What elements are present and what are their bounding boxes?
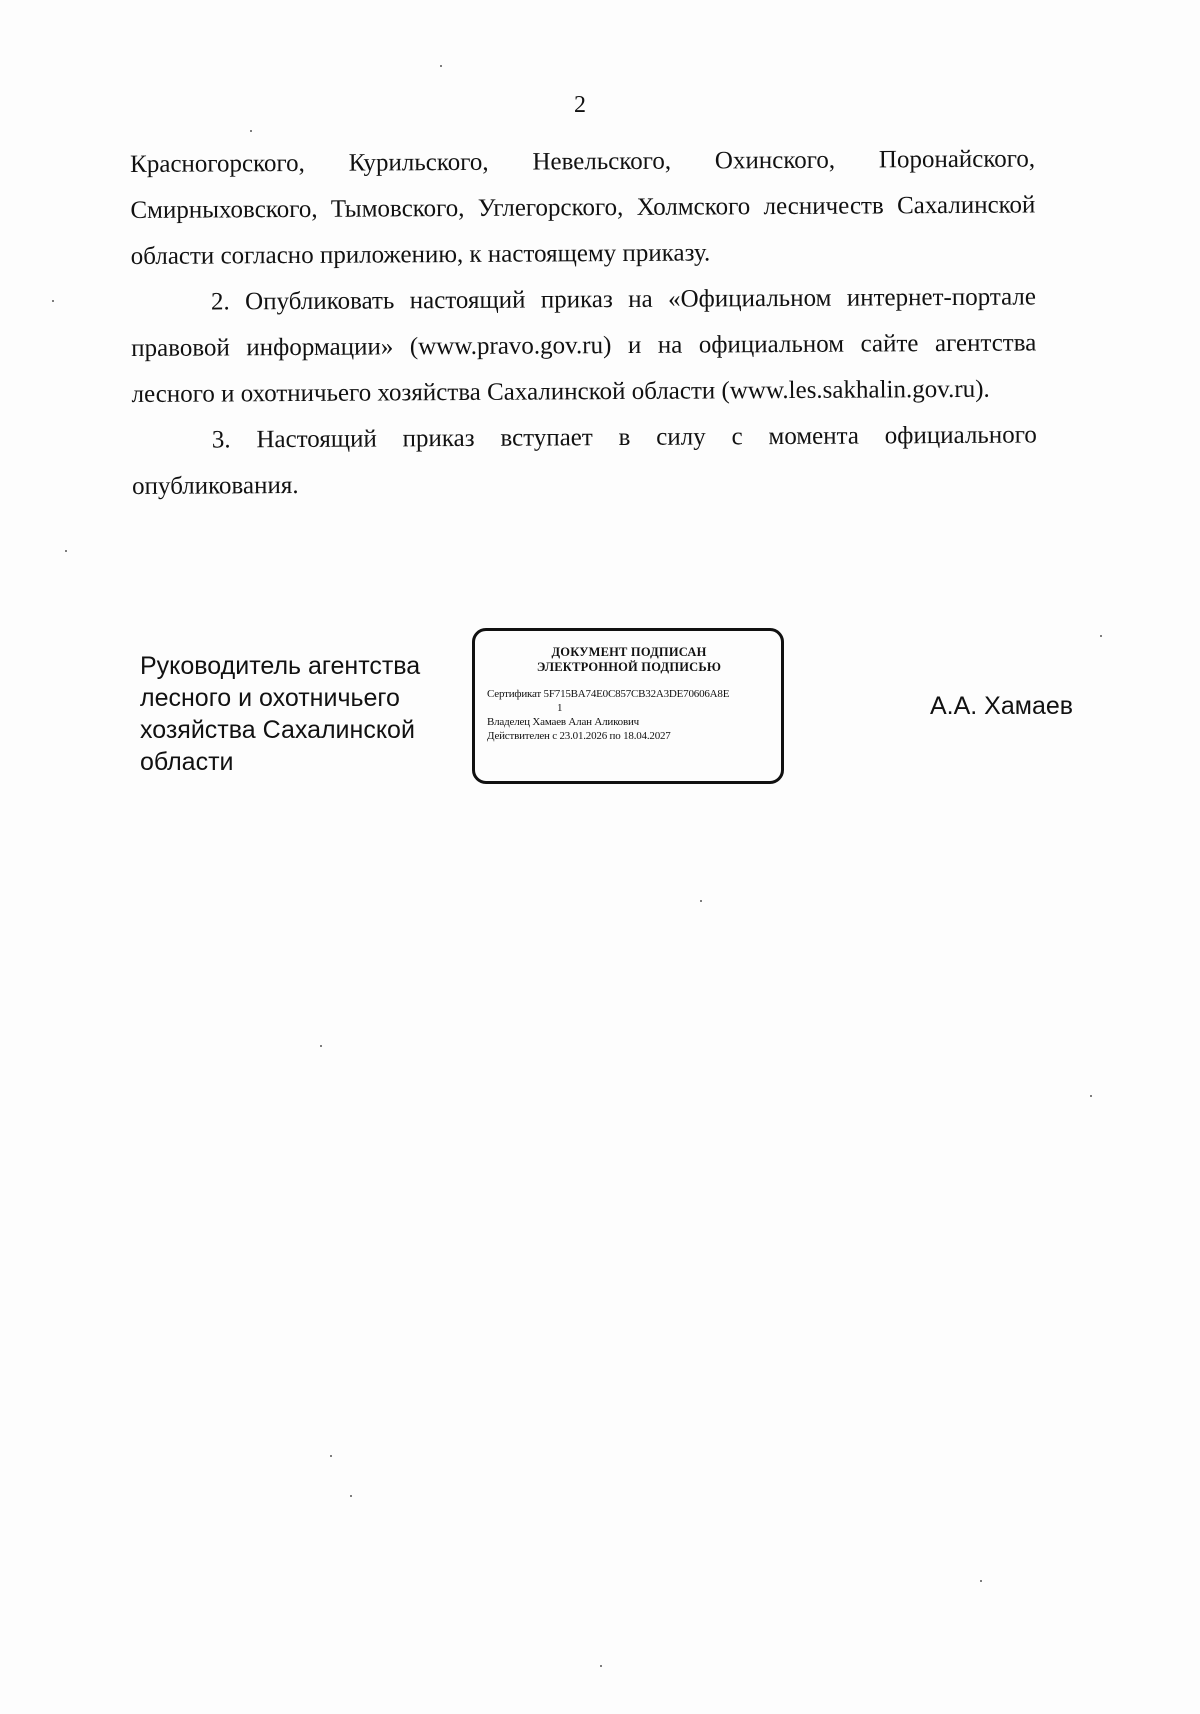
stamp-owner: Владелец Хамаев Алан Аликович	[487, 716, 639, 728]
signatory-position: Руководитель агентства лесного и охотничьего хозяйства Сахалинской области	[140, 652, 421, 776]
scan-speck	[700, 900, 702, 902]
paragraph-effective-date: 3. Настоящий приказ вступает в силу с момента официального опубликования.	[132, 421, 1037, 500]
scan-speck	[250, 130, 252, 132]
stamp-certificate: Сертификат 5F715BA74E0C857CB32A3DE70606A8E	[487, 688, 730, 700]
scan-speck	[1100, 635, 1102, 637]
scan-speck	[350, 1495, 352, 1497]
paragraph-continuation: Красногорского, Курильского, Невельского, Охинского, Поронайского, Смирныховского, Тымовского, Углегорского, Холмского лесничеств Сахалинской области согласно приложению, к настоящему приказу.	[130, 145, 1036, 270]
scan-speck	[330, 1455, 332, 1457]
document-body	[130, 136, 1037, 510]
signature-block	[140, 645, 1100, 800]
scan-speck	[980, 1580, 982, 1582]
signatory-name: А.А. Хамаев	[930, 692, 1074, 720]
electronic-signature-stamp	[472, 628, 784, 784]
scan-speck	[440, 65, 442, 67]
scan-speck	[600, 1665, 602, 1667]
paragraph-publish: 2. Опубликовать настоящий приказ на «Официальном интернет-портале правовой информации» (www.pravo.gov.ru) и на официальном сайте агентства лесного и охотничьего хозяйства Сахалинской области (www.les.sakhalin.gov.ru).	[131, 283, 1037, 408]
scan-speck	[65, 550, 67, 552]
stamp-title-line2: ЭЛЕКТРОННОЙ ПОДПИСЬЮ	[536, 660, 722, 674]
page-number: 2	[574, 92, 586, 118]
scan-speck	[320, 1045, 322, 1047]
scan-speck	[52, 300, 54, 302]
scan-speck	[1090, 1095, 1092, 1097]
stamp-validity: Действителен с 23.01.2026 по 18.04.2027	[487, 730, 671, 742]
stamp-certificate-continuation: 1	[557, 702, 563, 714]
stamp-title-line1: ДОКУМЕНТ ПОДПИСАН	[551, 645, 707, 659]
